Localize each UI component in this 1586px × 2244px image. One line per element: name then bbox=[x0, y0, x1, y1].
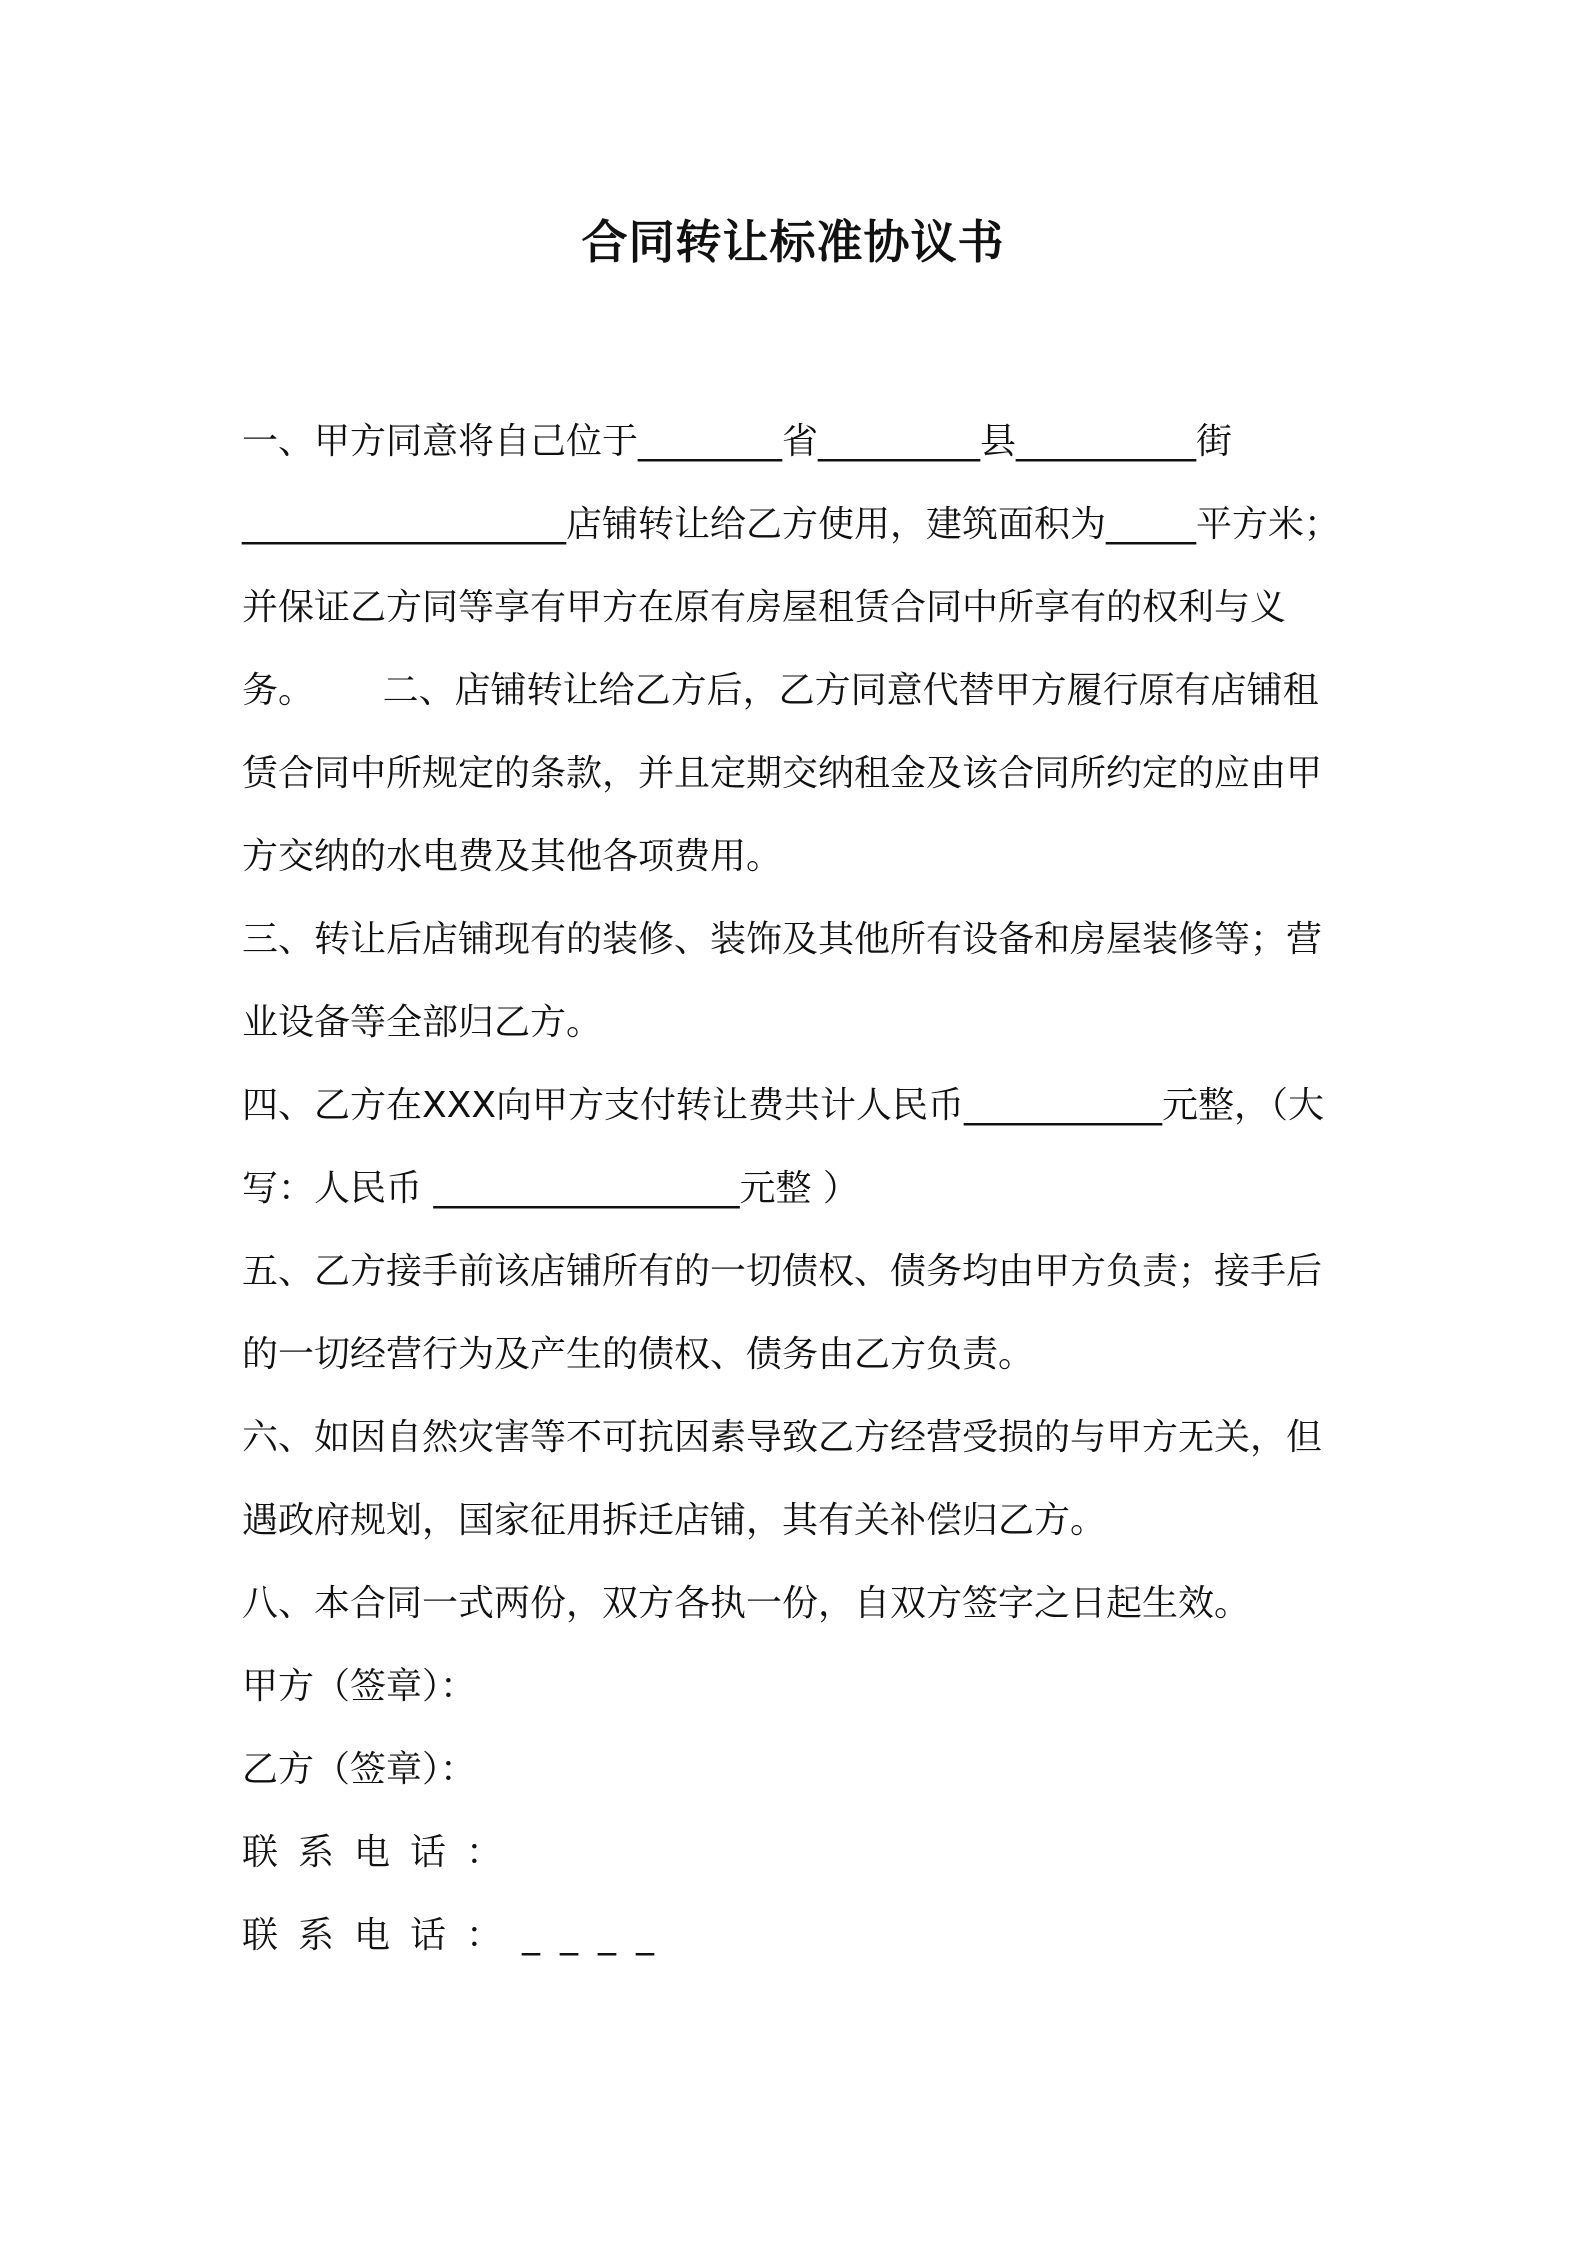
clause-3-line-2: 业设备等全部归乙方。 bbox=[242, 1002, 603, 1043]
contract-body bbox=[242, 400, 1362, 1977]
clause-8-line-1: 八、本合同一式两份，双方各执一份，自双方签字之日起生效。 bbox=[242, 1583, 1251, 1624]
clause-5-line-1: 五、乙方接手前该店铺所有的一切债权、债务均由甲方负责；接手后 bbox=[242, 1251, 1323, 1292]
clause-2-line-3: 方交纳的水电费及其他各项费用。 bbox=[242, 836, 783, 877]
contact-phone-2: 联系电话：____ bbox=[242, 1915, 675, 1956]
clause-4-line-2: 写：人民币 _________________元整 ） bbox=[242, 1168, 859, 1209]
contact-phone-1: 联系电话： bbox=[242, 1832, 523, 1873]
party-a-signature: 甲方（签章）： bbox=[242, 1666, 477, 1707]
clause-5-line-2: 的一切经营行为及产生的债权、债务由乙方负责。 bbox=[242, 1334, 1035, 1375]
party-b-signature: 乙方（签章）： bbox=[242, 1749, 477, 1790]
clause-1-line-3: 并保证乙方同等享有甲方在原有房屋租赁合同中所享有的权利与义 bbox=[242, 587, 1287, 628]
clause-1-line-1: 一、甲方同意将自己位于________省_________县__________街 bbox=[242, 421, 1233, 462]
clause-4-line-1: 四、乙方在XXX向甲方支付转让费共计人民币___________元整，（大 bbox=[242, 1085, 1324, 1126]
clause-2-line-1: 务。 二、店铺转让给乙方后，乙方同意代替甲方履行原有店铺租 bbox=[242, 670, 1319, 711]
clause-3-line-1: 三、转让后店铺现有的装修、装饰及其他所有设备和房屋装修等；营 bbox=[242, 919, 1323, 960]
clause-2-line-2: 赁合同中所规定的条款，并且定期交纳租金及该合同所约定的应由甲 bbox=[242, 753, 1323, 794]
page-title: 合同转让标准协议书 bbox=[581, 215, 1005, 269]
clause-6-line-1: 六、如因自然灾害等不可抗因素导致乙方经营受损的与甲方无关，但 bbox=[242, 1417, 1323, 1458]
clause-6-line-2: 遇政府规划，国家征用拆迁店铺，其有关补偿归乙方。 bbox=[242, 1500, 1107, 1541]
clause-1-line-2: __________________店铺转让给乙方使用，建筑面积为_____平方米； bbox=[242, 504, 1341, 545]
